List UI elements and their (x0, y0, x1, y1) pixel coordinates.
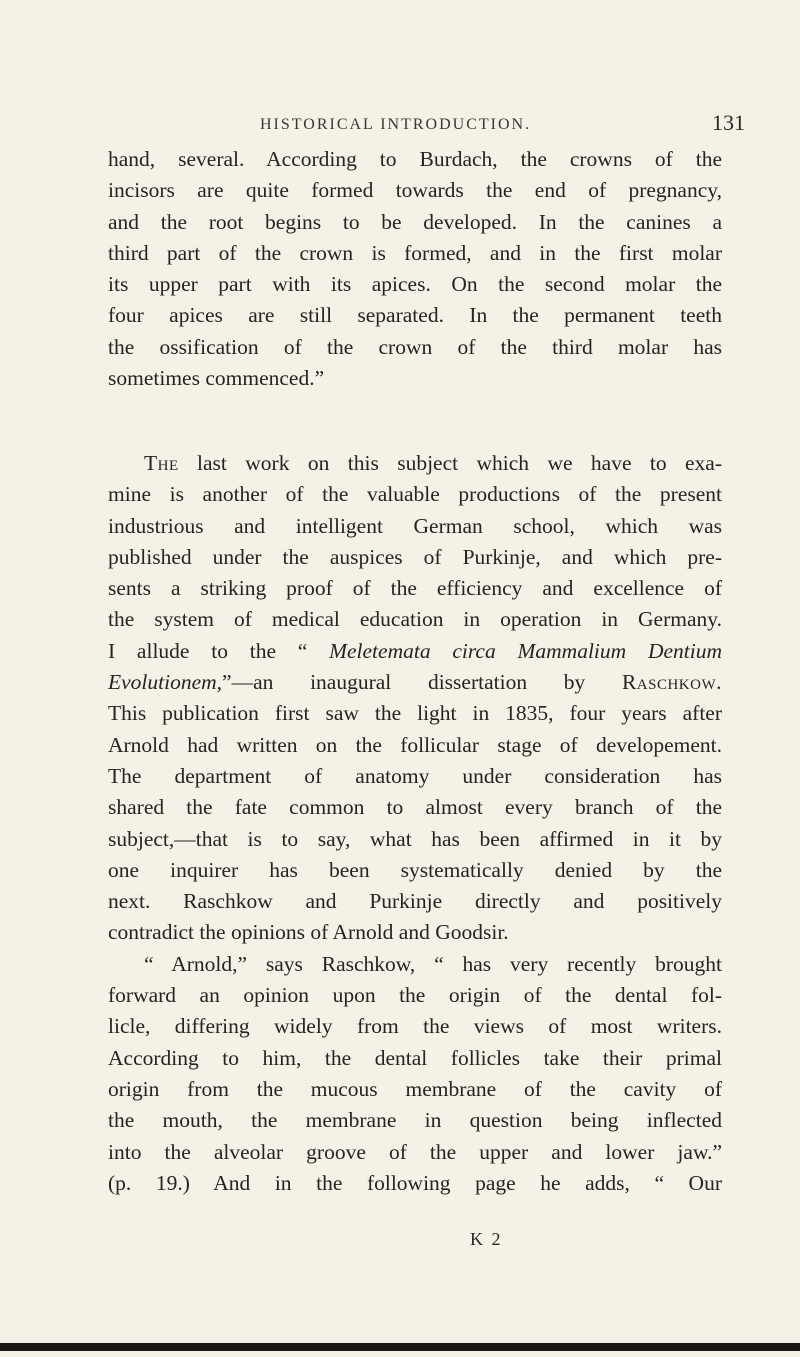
text-line: published under the auspices of Purkinje, and which pre- (108, 544, 722, 569)
text-line: its upper part with its apices. On the second molar the (108, 272, 722, 297)
text-fragment: ”—an inaugural dissertation by (222, 670, 622, 695)
text-fragment: I allude to the “ (108, 638, 330, 663)
text-line: and the root begins to be developed. In the canines a (108, 209, 722, 234)
text-line: next. Raschkow and Purkinje directly and positively (108, 889, 722, 914)
text-line: one inquirer has been systematically denied by the (108, 857, 722, 882)
text-line: “ Arnold,” says Raschkow, “ has very recently brought (144, 951, 722, 976)
text-line: third part of the crown is formed, and in the first molar (108, 240, 722, 265)
paragraph-continuation (108, 144, 722, 394)
text-line: incisors are quite formed towards the end of pregnancy, (108, 178, 722, 203)
text-line: the mouth, the membrane in question being inflected (108, 1108, 722, 1133)
signature-mark: K 2 (470, 1229, 503, 1249)
work-title-continued: Evolutionem, (108, 670, 223, 695)
text-line: into the alveolar groove of the upper and lower jaw.” (108, 1139, 722, 1164)
page-number: 131 (712, 110, 745, 135)
text-line: four apices are still separated. In the permanent teeth (108, 303, 722, 328)
text-line: hand, several. According to Burdach, the crowns of the (108, 147, 722, 171)
work-title: Meletemata circa Mammalium Dentium (329, 638, 722, 663)
text-line: mine is another of the valuable productions of the present (108, 482, 722, 507)
text-line: sents a striking proof of the efficiency and excellence of (108, 576, 722, 601)
text-line: subject,—that is to say, what has been affirmed in it by (108, 826, 722, 851)
author-name: Raschkow. (621, 670, 722, 695)
text-line: contradict the opinions of Arnold and Goodsir. (108, 920, 509, 945)
text-fragment: last work on this subject which we have to exa- (178, 451, 722, 475)
text-line: Arnold had written on the follicular stage of developement. (108, 732, 722, 757)
page-edge-rule (0, 1343, 800, 1351)
paragraph-raschkow (108, 448, 722, 1199)
text-line: (p. 19.) And in the following page he adds, “ Our (108, 1170, 722, 1195)
text-line: the system of medical education in operation in Germany. (108, 607, 722, 632)
text-line (108, 636, 722, 667)
text-line: According to him, the dental follicles take their primal (108, 1045, 722, 1070)
running-head: HISTORICAL INTRODUCTION. (260, 116, 532, 133)
text-line: forward an opinion upon the origin of the dental fol- (108, 983, 722, 1008)
paragraph-opening-word: The (144, 451, 179, 475)
text-line: This publication first saw the light in 1835, four years after (108, 701, 722, 726)
text-line: origin from the mucous membrane of the cavity of (108, 1076, 722, 1101)
text-line: licle, differing widely from the views of most writers. (108, 1014, 722, 1039)
text-line: industrious and intelligent German school, which was (108, 513, 722, 538)
text-line: The department of anatomy under consideration has (108, 763, 722, 788)
text-line: sometimes commenced.” (108, 366, 325, 391)
text-line (108, 448, 722, 479)
text-line: shared the fate common to almost every branch of the (108, 795, 722, 820)
text-line: the ossification of the crown of the third molar has (108, 334, 722, 359)
text-line (108, 667, 722, 698)
